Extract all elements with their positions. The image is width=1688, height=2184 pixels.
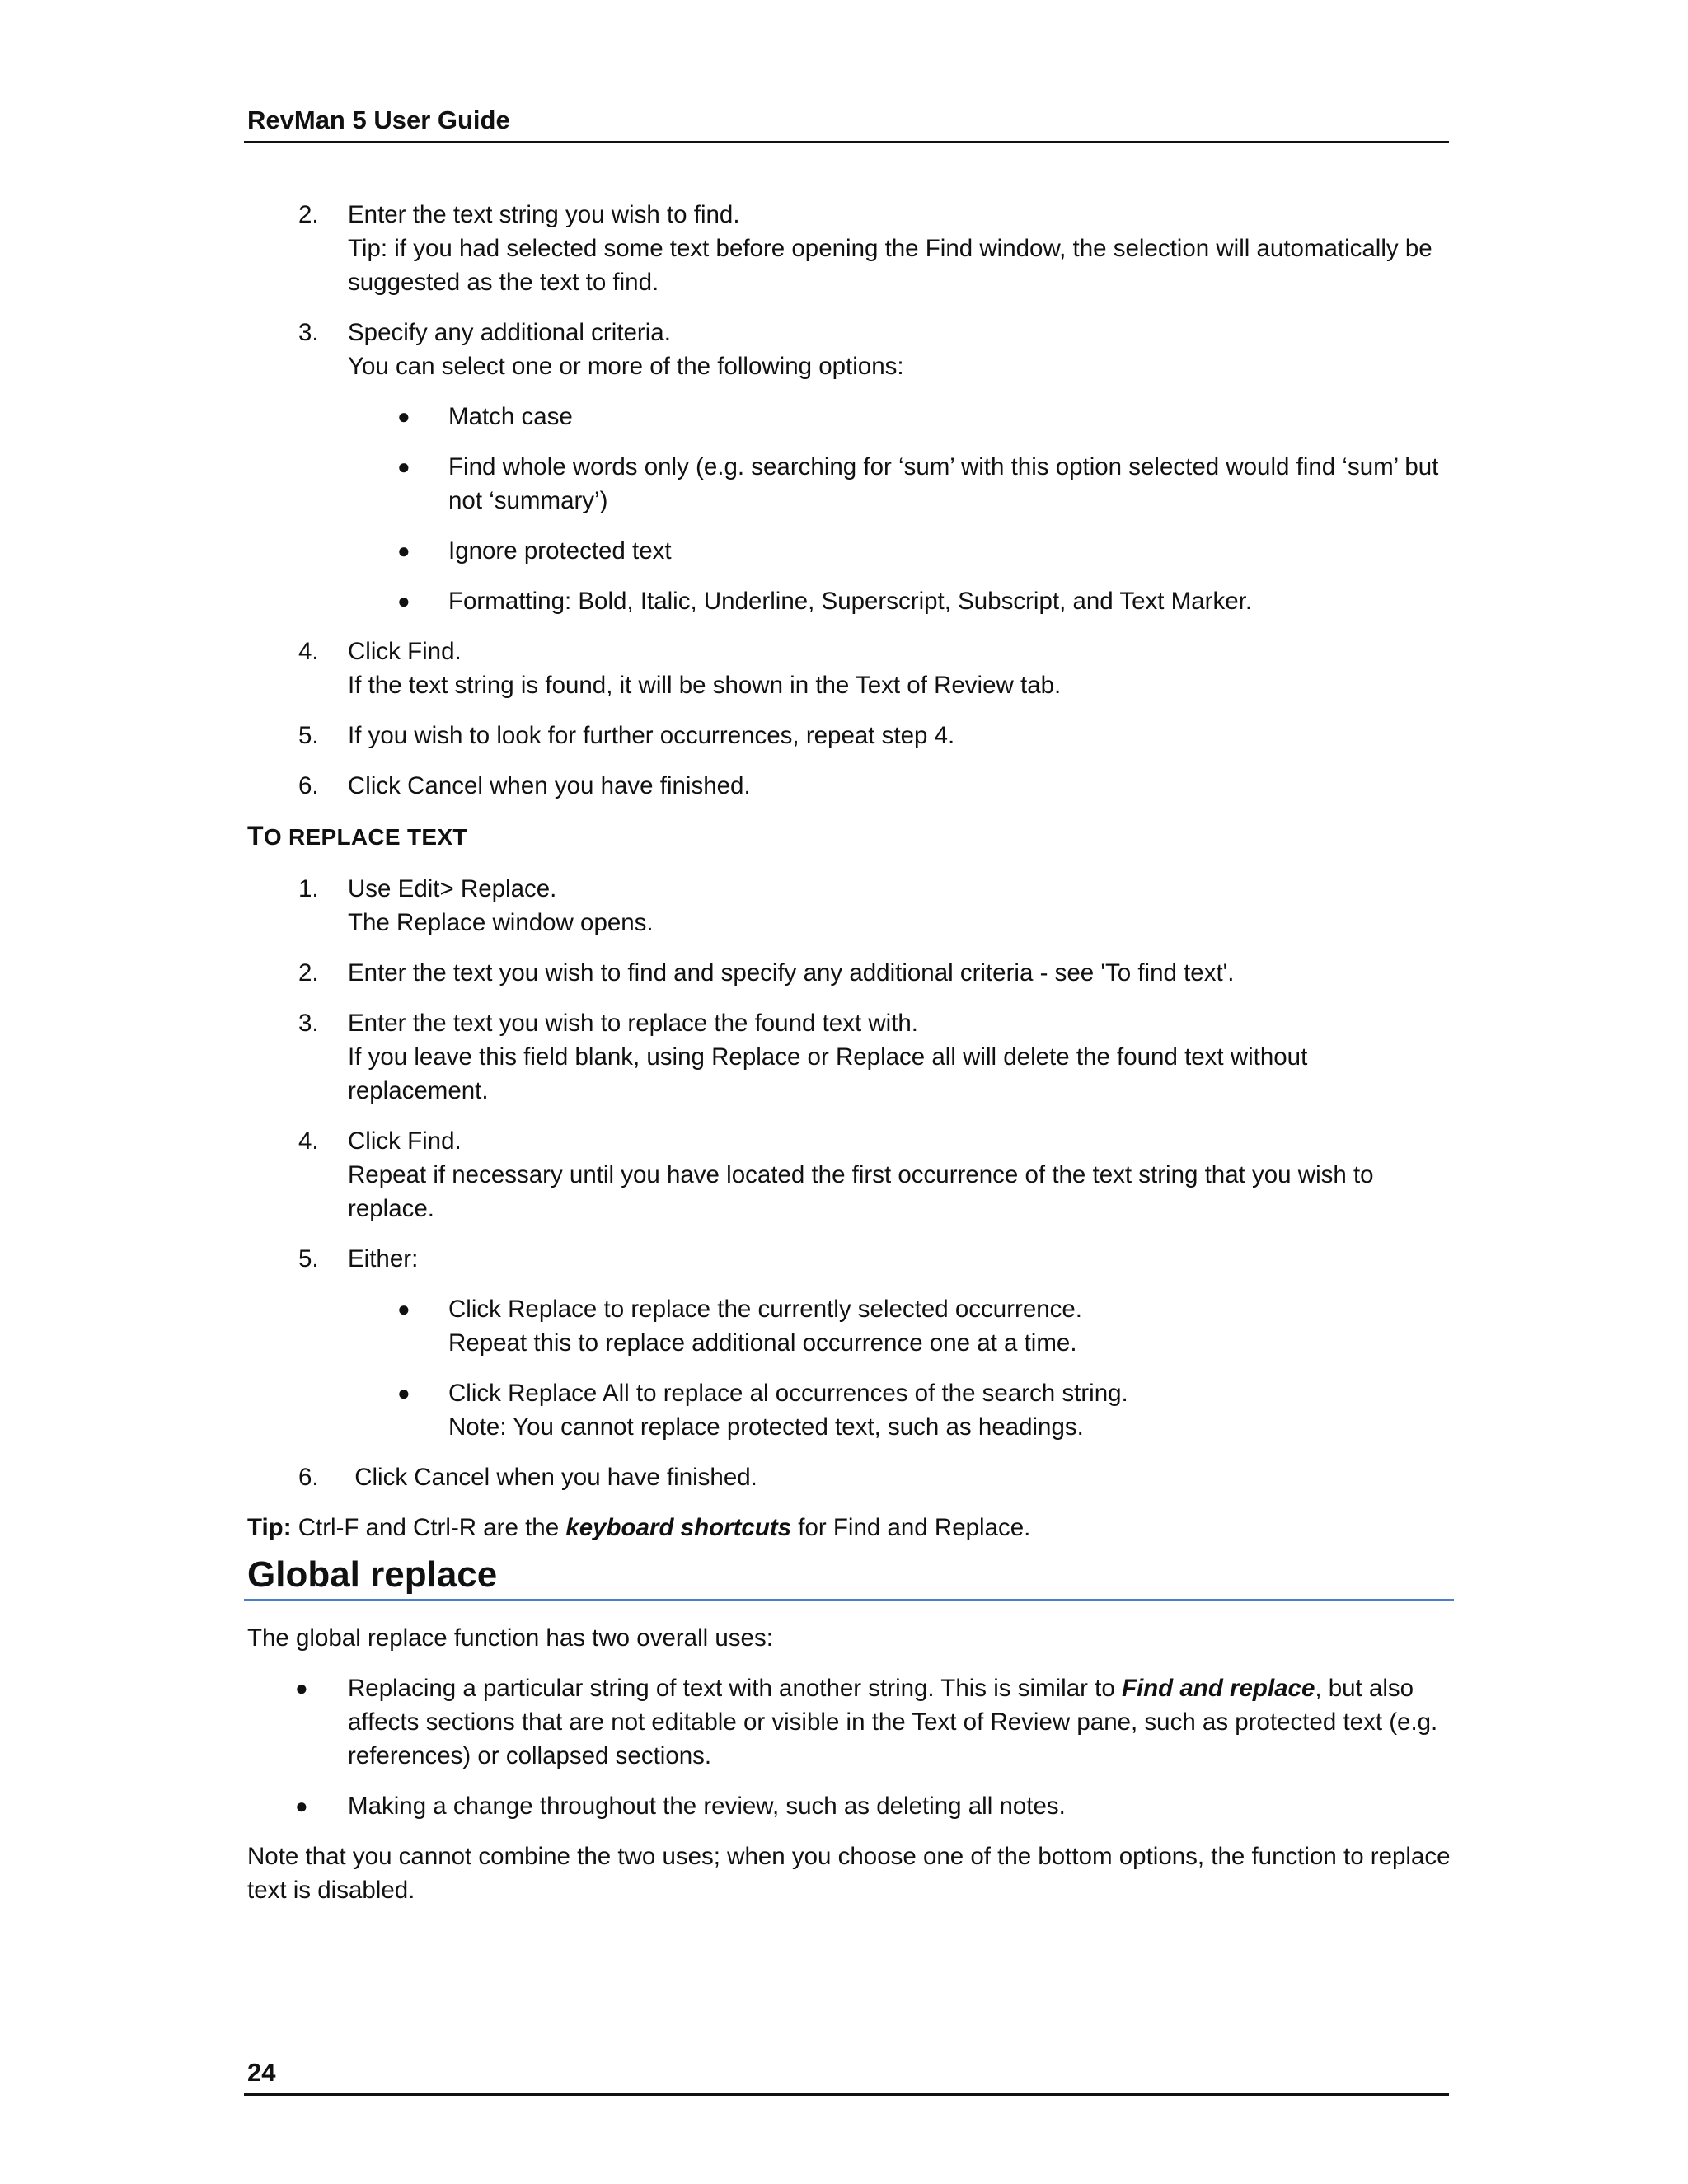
step-detail: You can select one or more of the following options:	[348, 353, 904, 380]
step-text: Use Edit> Replace.	[348, 875, 557, 902]
option-text: Click Replace All to replace al occurrences of the search string.	[448, 1380, 1128, 1407]
page-number: 24	[247, 2058, 276, 2087]
list-item	[247, 1242, 1451, 1444]
option-text: Ignore protected text	[448, 537, 672, 565]
step-text: Click Find.	[348, 1127, 462, 1155]
list-item	[247, 1671, 1451, 1773]
step-text: Enter the text you wish to find and specify any additional criteria - see 'To find text'.	[348, 959, 1235, 987]
list-item	[247, 1124, 1451, 1226]
running-header: RevMan 5 User Guide	[247, 105, 510, 134]
list-item	[247, 584, 1451, 618]
step-detail: The Replace window opens.	[348, 909, 654, 936]
list-item	[247, 635, 1451, 702]
step-number: 5.	[298, 1245, 319, 1272]
page-body	[247, 198, 1451, 1924]
step-number: 6.	[298, 772, 319, 799]
step-number: 1.	[298, 875, 319, 902]
step-text: Click Cancel when you have finished.	[348, 1464, 757, 1491]
list-item	[247, 450, 1451, 518]
bullet-icon: ●	[397, 404, 410, 429]
section-title-underline	[244, 1599, 1454, 1601]
option-detail: Note: You cannot replace protected text, such as headings.	[448, 1413, 1084, 1441]
step-text: Enter the text you wish to replace the found text with.	[348, 1010, 918, 1037]
option-detail: Repeat this to replace additional occurrence one at a time.	[448, 1329, 1077, 1357]
step-detail: If you leave this field blank, using Replace or Replace all will delete the found text without replacement.	[348, 1043, 1308, 1104]
step-text: Either:	[348, 1245, 419, 1272]
step-detail: If the text string is found, it will be shown in the Text of Review tab.	[348, 672, 1062, 699]
step-detail: Tip: if you had selected some text before opening the Find window, the selection will automatically be suggested as the text to find.	[348, 235, 1432, 296]
option-text: Match case	[448, 403, 573, 430]
step-text: Click Cancel when you have finished.	[348, 772, 751, 799]
step-text: Specify any additional criteria.	[348, 319, 671, 346]
note-paragraph: Note that you cannot combine the two uses; when you choose one of the bottom options, the function to replace text is disabled.	[247, 1843, 1451, 1904]
list-item	[247, 1006, 1451, 1108]
list-item	[247, 872, 1451, 940]
step-text: Enter the text string you wish to find.	[348, 201, 740, 228]
bullet-icon: ●	[295, 1793, 308, 1818]
step-text: Click Find.	[348, 638, 462, 665]
intro-paragraph: The global replace function has two overall uses:	[247, 1624, 773, 1652]
find-options-list	[247, 400, 1451, 618]
footer-divider	[244, 2093, 1449, 2096]
list-item	[247, 1292, 1451, 1360]
list-item	[247, 1789, 1451, 1823]
tip-emphasis: keyboard shortcuts	[565, 1514, 792, 1541]
header-divider	[244, 141, 1449, 143]
list-item	[247, 956, 1451, 990]
option-text: Formatting: Bold, Italic, Underline, Superscript, Subscript, and Text Marker.	[448, 588, 1253, 615]
list-item	[247, 719, 1451, 752]
step-number: 4.	[298, 1127, 319, 1155]
list-item	[247, 316, 1451, 618]
step-number: 2.	[298, 959, 319, 987]
section-heading	[247, 819, 1451, 854]
step-text: If you wish to look for further occurrences, repeat step 4.	[348, 722, 955, 749]
step-number: 6.	[298, 1464, 319, 1491]
use-text: Making a change throughout the review, such as deleting all notes.	[348, 1793, 1066, 1820]
use-text-after: , but also affects sections that are not editable or visible in the Text of Review pane, such as protected text (e.g. references) or collapsed sections.	[348, 1675, 1438, 1769]
bullet-icon: ●	[397, 454, 410, 479]
bullet-icon: ●	[397, 588, 410, 613]
use-text	[348, 1671, 1451, 1773]
section-title: Global replace	[247, 1554, 498, 1595]
heading-initial: T	[247, 821, 264, 851]
list-item	[247, 1376, 1451, 1444]
list-item	[247, 1460, 1451, 1494]
heading-rest: O REPLACE TEXT	[263, 824, 467, 850]
use-emphasis: Find and replace	[1121, 1675, 1315, 1702]
step-number: 3.	[298, 319, 319, 346]
list-item	[247, 198, 1451, 299]
step-number: 5.	[298, 722, 319, 749]
bullet-icon: ●	[397, 1296, 410, 1321]
tip-text-after: for Find and Replace.	[791, 1514, 1031, 1541]
either-options-list	[247, 1292, 1451, 1444]
tip-text-before: Ctrl-F and Ctrl-R are the	[291, 1514, 566, 1541]
tip-label: Tip:	[247, 1514, 292, 1541]
option-text: Click Replace to replace the currently selected occurrence.	[448, 1296, 1083, 1323]
bullet-icon: ●	[295, 1675, 308, 1700]
step-detail: Repeat if necessary until you have located the first occurrence of the text string that you wish to replace.	[348, 1161, 1374, 1222]
use-text-before: Replacing a particular string of text with another string. This is similar to	[348, 1675, 1122, 1702]
bullet-icon: ●	[397, 1380, 410, 1405]
step-number: 4.	[298, 638, 319, 665]
list-item	[247, 534, 1451, 568]
uses-list	[247, 1671, 1451, 1823]
step-number: 2.	[298, 201, 319, 228]
option-text: Find whole words only (e.g. searching for ‘sum’ with this option selected would find ‘sum’ but not ‘summary’)	[448, 453, 1439, 514]
bullet-icon: ●	[397, 538, 410, 563]
list-item	[247, 400, 1451, 434]
list-item	[247, 769, 1451, 803]
step-number: 3.	[298, 1010, 319, 1037]
tip-paragraph	[247, 1511, 1451, 1544]
